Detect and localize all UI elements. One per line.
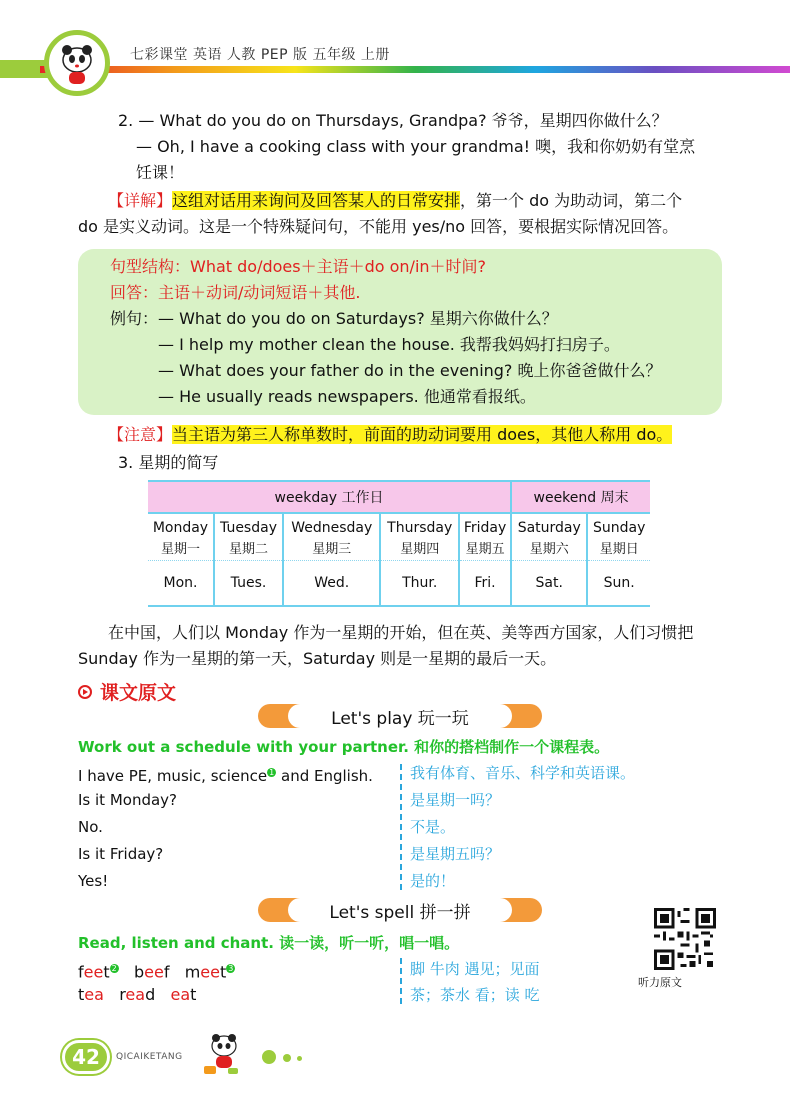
- abbr-title: 3. 星期的简写: [118, 453, 219, 472]
- day-cn: 星期二: [214, 536, 283, 560]
- footer-dot-medium: [283, 1054, 291, 1062]
- lets-spell-title: Let's spell 拼一拼: [288, 898, 512, 922]
- play-line-4-cn: 是星期五吗？: [410, 845, 501, 863]
- day-abbr: Thur.: [380, 560, 459, 606]
- play-line-3-en: No.: [78, 818, 103, 836]
- play-line-5-en: Yes!: [78, 872, 109, 890]
- day-en: Wednesday: [283, 513, 380, 536]
- day-en: Friday: [459, 513, 511, 536]
- play-line-2-cn: 是星期一吗？: [410, 791, 501, 809]
- detail-text-rest: ，第一个 do 为助动词，第二个: [460, 191, 683, 210]
- day-en: Monday: [148, 513, 214, 536]
- day-abbr: Mon.: [148, 560, 214, 606]
- day-cn: 星期六: [511, 536, 587, 560]
- section-title: [78, 678, 176, 705]
- day-abbr: Wed.: [283, 560, 380, 606]
- footnote-marker: 2: [111, 964, 117, 973]
- caution-note: [108, 422, 672, 448]
- play-instruction: Work out a schedule with your partner. 和你的搭档制作一个课程表。: [78, 738, 610, 756]
- day-cn: 星期日: [587, 536, 650, 560]
- mascot-footer-icon: [200, 1030, 244, 1078]
- play-line-2-en: Is it Monday?: [78, 791, 178, 809]
- play-line-text-after: and English.: [276, 767, 373, 785]
- spell-divider: [400, 958, 402, 1004]
- play-line-4-en: Is it Friday?: [78, 845, 164, 863]
- footer-brand: QICAIKETANG: [116, 1052, 183, 1062]
- play-line-text: I have PE, music, science: [78, 767, 268, 785]
- lets-play-title: Let's play 玩一玩: [288, 704, 512, 728]
- culture-paragraph-line1: 在中国，人们以 Monday 作为一星期的开始，但在英、美等西方国家，人们习惯把: [108, 623, 694, 642]
- footnote-marker: 1: [269, 768, 275, 777]
- day-abbr: Sun.: [587, 560, 650, 606]
- page-header: [0, 0, 800, 100]
- detail-paragraph-line2: do 是实义动词。这是一个特殊疑问句，不能用 yes/no 回答，要根据实际情况回答。: [78, 217, 679, 236]
- example-4: — He usually reads newspapers. 他通常看报纸。: [158, 387, 536, 406]
- panda-mascot-icon: [52, 38, 102, 88]
- day-en: Tuesday: [214, 513, 283, 536]
- qr-code-icon[interactable]: [654, 908, 716, 970]
- day-en: Saturday: [511, 513, 587, 536]
- day-cn: 星期五: [459, 536, 511, 560]
- example-2: — I help my mother clean the house. 我帮我妈妈打扫房子。: [158, 335, 620, 354]
- day-cn: 星期一: [148, 536, 214, 560]
- grammar-note-box: [78, 249, 722, 415]
- table-row-chinese: [148, 536, 650, 560]
- spell-row-2-cn: 茶；茶水 看；读 吃: [410, 986, 540, 1004]
- header-rainbow-band: [40, 66, 790, 73]
- day-cn: 星期四: [380, 536, 459, 560]
- example-1: — What do you do on Saturdays? 星期六你做什么？: [158, 309, 558, 328]
- play-line-3-cn: 不是。: [410, 818, 456, 836]
- answer-structure: 回答：主语＋动词/动词短语＋其他.: [110, 283, 361, 302]
- play-line-1-en: [78, 762, 373, 787]
- example-3: — What does your father do in the evening? 晚上你爸爸做什么？: [158, 361, 662, 380]
- day-en: Thursday: [380, 513, 459, 536]
- footer-dot-large: [262, 1050, 276, 1064]
- table-row-abbr: [148, 560, 650, 606]
- page-number: 42: [62, 1040, 110, 1074]
- mascot-logo: [44, 30, 110, 96]
- day-cn: 星期三: [283, 536, 380, 560]
- spell-instruction: Read, listen and chant. 读一读，听一听，唱一唱。: [78, 934, 460, 952]
- play-line-1-cn: 我有体育、音乐、科学和英语课。: [410, 764, 636, 782]
- spell-row-1-cn: 脚 牛肉 遇见；见面: [410, 960, 540, 978]
- weekday-abbr-table: [148, 480, 650, 607]
- weekday-header: weekday 工作日: [148, 481, 511, 513]
- table-row-english: [148, 513, 650, 536]
- spell-row-1: feet $^2$ beef meet $^3$: [78, 962, 234, 982]
- caution-highlight: 当主语为第三人称单数时，前面的助动词要用 does，其他人称用 do。: [172, 425, 673, 444]
- detail-tag: 【详解】: [108, 191, 173, 210]
- dialog-answer-line2: 饪课！: [136, 163, 185, 182]
- day-abbr: Sat.: [511, 560, 587, 606]
- section-title-text: 课文原文: [100, 682, 177, 704]
- play-divider: [400, 764, 402, 890]
- caution-tag: 【注意】: [108, 425, 173, 444]
- culture-paragraph-line2: Sunday 作为一星期的第一天，Saturday 则是一星期的最后一天。: [78, 649, 557, 668]
- footnote-marker: 3: [228, 964, 234, 973]
- qr-label: 听力原文: [638, 976, 682, 989]
- play-circle-icon: [78, 685, 92, 699]
- detail-paragraph-line1: [108, 188, 682, 214]
- dialog-question: 2. — What do you do on Thursdays, Grandpa? 爷爷，星期四你做什么？: [118, 111, 668, 130]
- spell-row-2: tea read eat: [78, 985, 197, 1004]
- footer-dot-small: [297, 1056, 302, 1061]
- pattern-structure: 句型结构：What do/does＋主语＋do on/in＋时间?: [110, 257, 487, 276]
- book-title: 七彩课堂 英语 人教 PEP 版 五年级 上册: [130, 47, 390, 63]
- weekend-header: weekend 周末: [511, 481, 650, 513]
- dialog-answer-line1: — Oh, I have a cooking class with your grandma! 噢，我和你奶奶有堂烹: [136, 137, 696, 156]
- detail-highlight: 这组对话用来询问及回答某人的日常安排: [172, 191, 461, 210]
- day-abbr: Fri.: [459, 560, 511, 606]
- table-header-row: [148, 481, 650, 513]
- play-line-5-cn: 是的！: [410, 872, 456, 890]
- day-en: Sunday: [593, 520, 646, 536]
- example-label: 例句：: [110, 309, 159, 328]
- day-abbr: Tues.: [214, 560, 283, 606]
